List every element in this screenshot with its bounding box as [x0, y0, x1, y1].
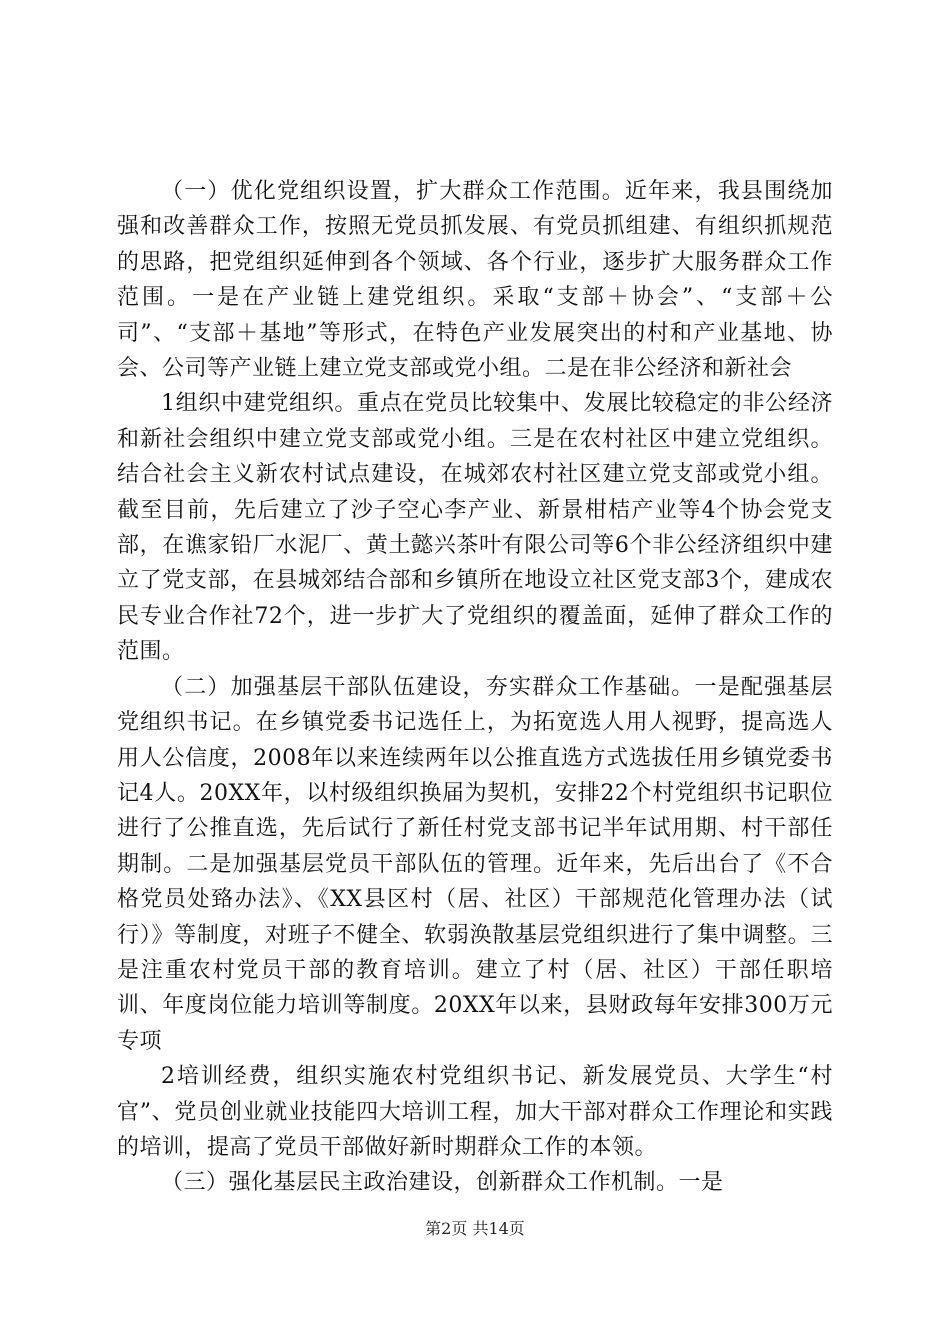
- paragraph-5: （三）强化基层民主政治建设，创新群众工作机制。一是: [161, 1170, 724, 1196]
- paragraph-3: （二）加强基层干部队伍建设，夯实群众工作基础。一是配强基层党组织书记。在乡镇党委书记选任上，为拓宽选人用人视野，提高选人用人公信度，2008年以来连续两年以公推直选方式选拔任用乡镇党委书记4人。20XX年，以村级组织换届为契机，安排22个村党组织书记职位进行了公推直选，先后试行了新任村党支部书记半年试用期、村干部任期制。二是加强基层党员干部队伍的管理。近年来，先后出台了《不合格党员处臵办法》、《XX县区村（居、社区）干部规范化管理办法（试行）》等制度，对班子不健全、软弱涣散基层党组织进行了集中调整。三是注重农村党员干部的教育培训。建立了村（居、社区）干部任职培训、年度岗位能力培训等制度。20XX年以来，县财政每年安排300万元专项: [117, 674, 833, 1054]
- paragraph-4: 2培训经费，组织实施农村党组织书记、新发展党员、大学生“村官”、党员创业就业技能四大培训工程，加大干部对群众工作理论和实践的培训，提高了党员干部做好新时期群众工作的本领。: [117, 1064, 833, 1160]
- paragraph-2: 1组织中建党组织。重点在党员比较集中、发展比较稳定的非公经济和新社会组织中建立党支部或党小组。三是在农村社区中建立党组织。结合社会主义新农村试点建设，在城郊农村社区建立党支部或党小组。截至目前，先后建立了沙子空心李产业、新景柑桔产业等4个协会党支部，在谯家铅厂水泥厂、黄土懿兴茶叶有限公司等6个非公经济组织中建立了党支部，在县城郊结合部和乡镇所在地设立社区党支部3个，建成农民专业合作社72个，进一步扩大了党组织的覆盖面，延伸了群众工作的范围。: [117, 391, 833, 665]
- page-footer: 第2页 共14页: [425, 1219, 525, 1238]
- body-text: [117, 174, 833, 1201]
- paragraph-1: （一）优化党组织设置，扩大群众工作范围。近年来，我县围绕加强和改善群众工作，按照无党员抓发展、有党员抓组建、有组织抓规范的思路，把党组织延伸到各个领域、各个行业，逐步扩大服务群众工作范围。一是在产业链上建党组织。采取“支部＋协会”、“支部＋公司”、“支部＋基地”等形式，在特色产业发展突出的村和产业基地、协会、公司等产业链上建立党支部或党小组。二是在非公经济和新社会: [117, 179, 833, 382]
